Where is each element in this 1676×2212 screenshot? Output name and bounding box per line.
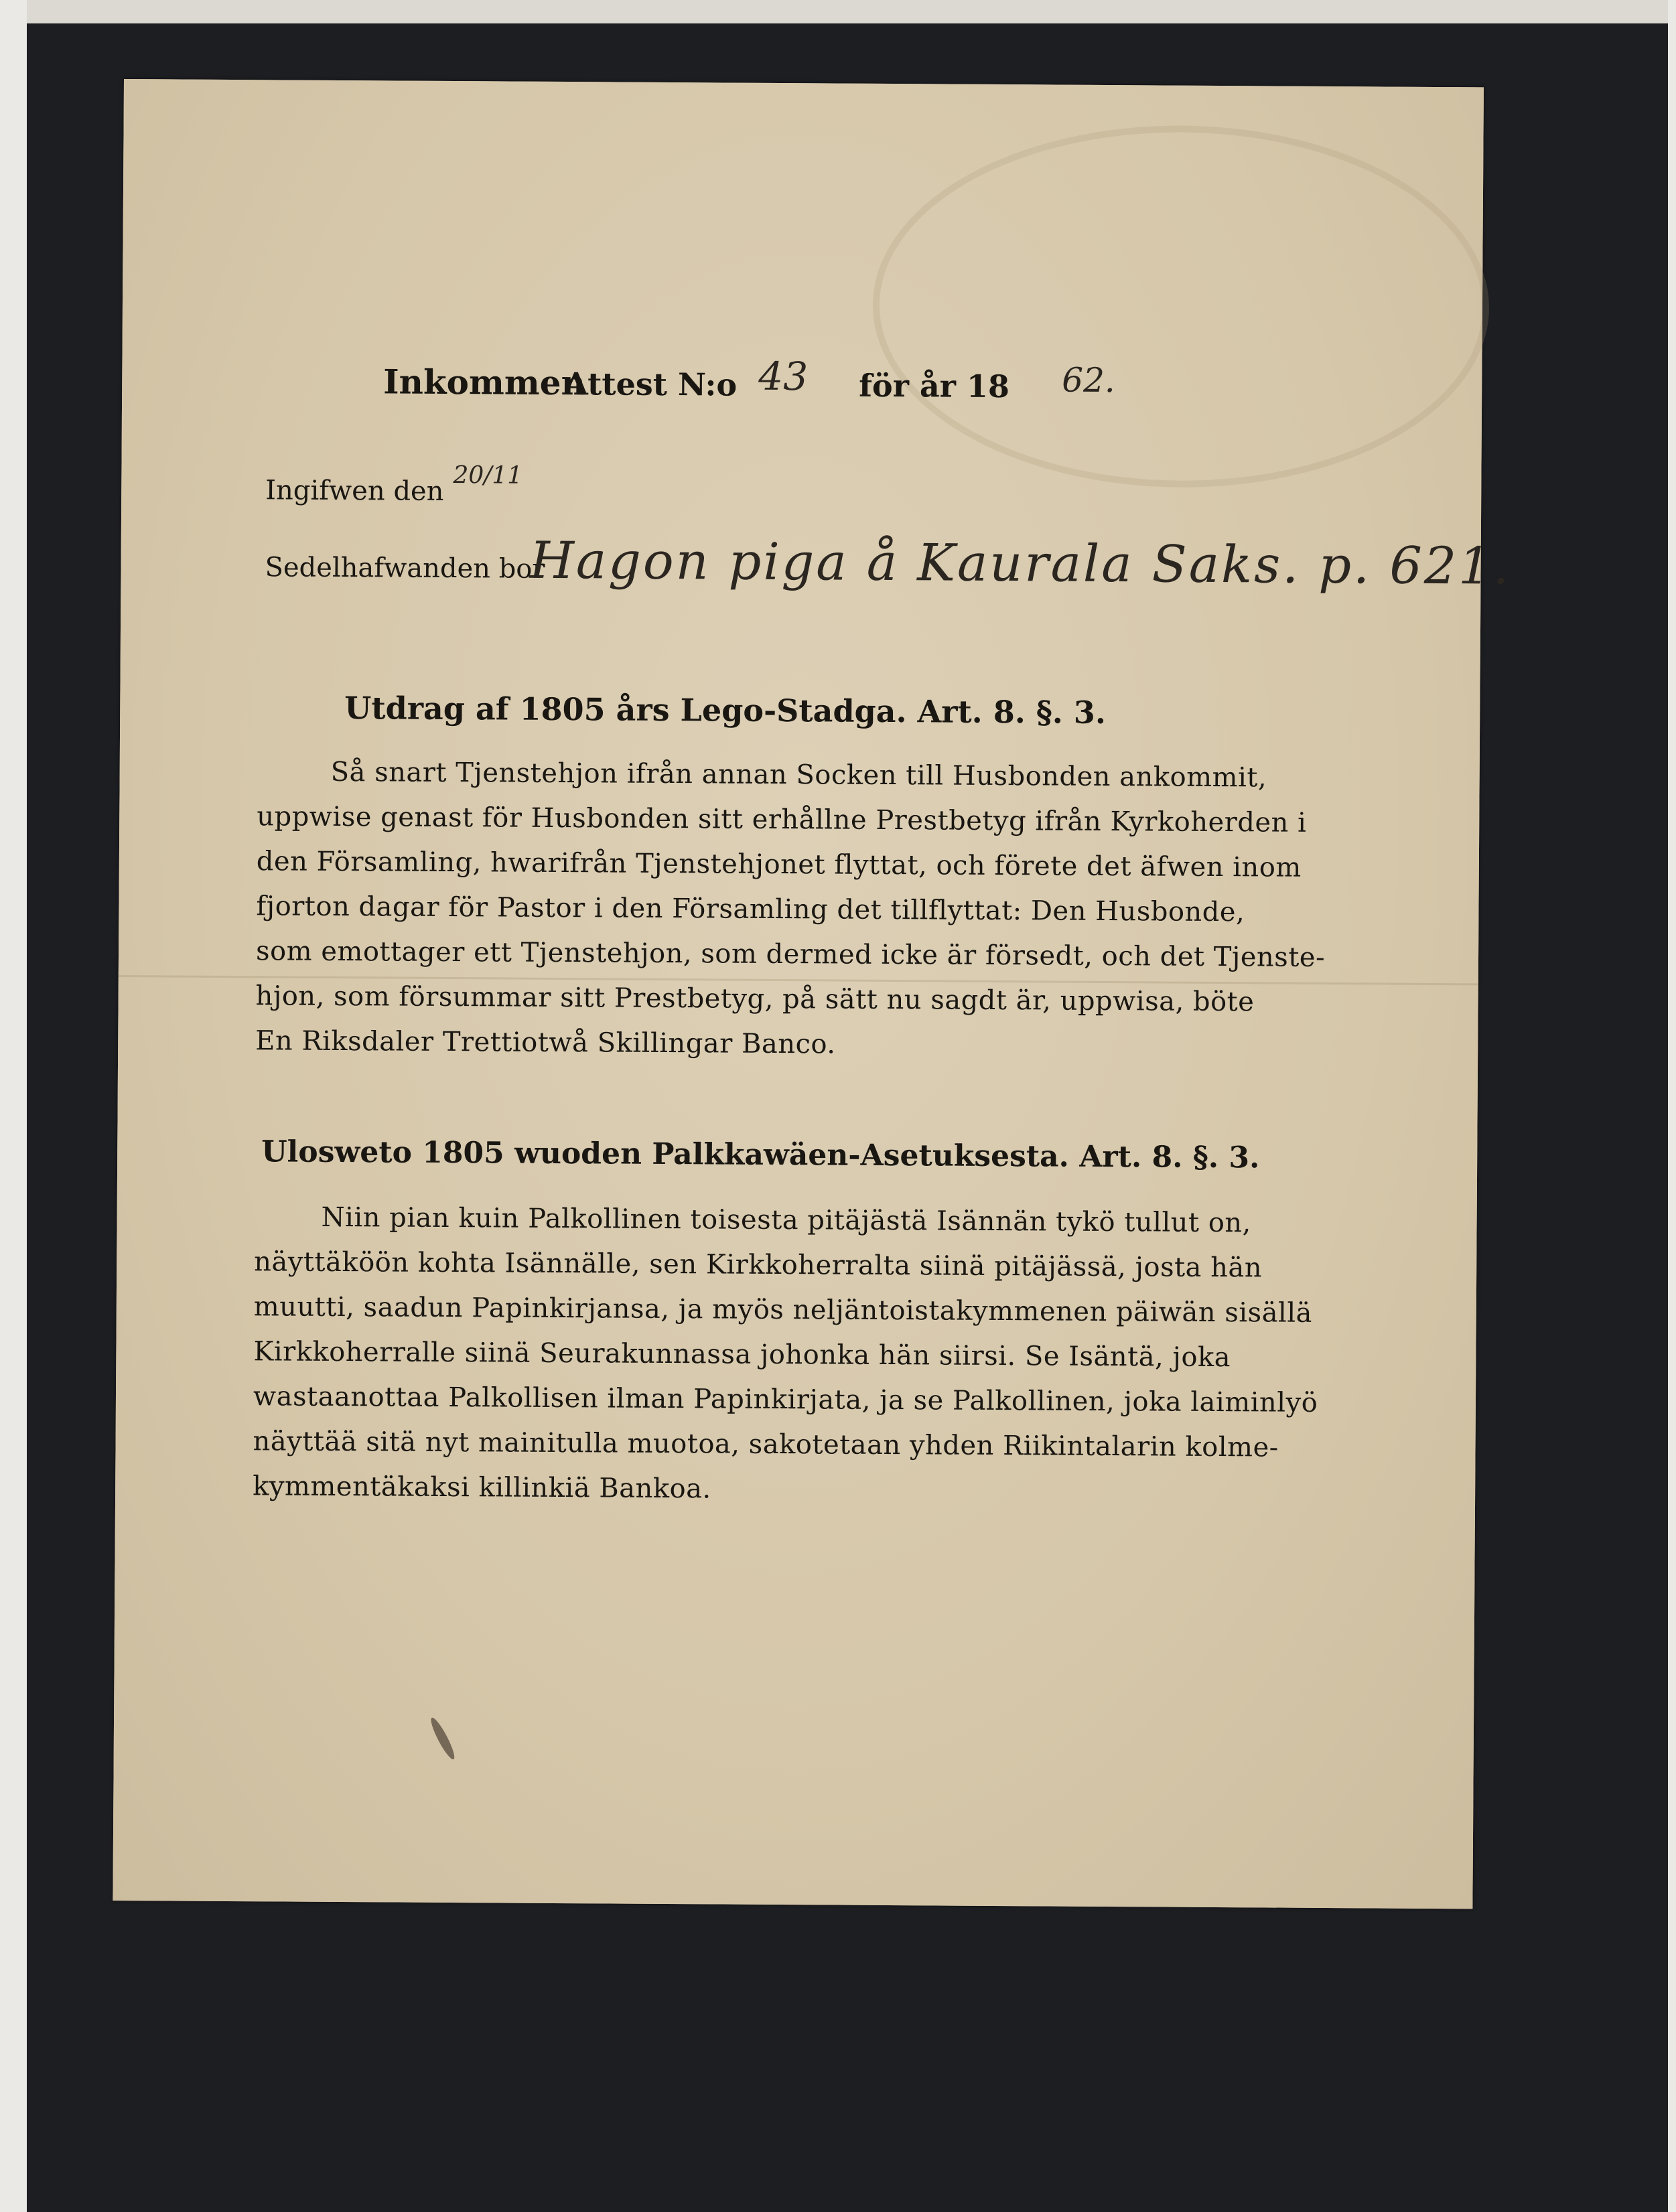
residence-handwritten: Hagon piga å Kaurala Saks. p. 621. (529, 530, 1511, 596)
backdrop-edge-right (1668, 0, 1676, 2212)
ingifwen-date-handwritten: 20/11 (453, 461, 523, 490)
inkommen-label: Inkommen (383, 362, 586, 403)
swedish-line: som emottager ett Tjenstehjon, som dermed icke är försedt, och det Tjenste- (255, 936, 1326, 973)
swedish-line: fjorton dagar för Pastor i den Församling det tillflyttat: Den Husbonde, (256, 891, 1245, 928)
finnish-line: näyttäköön kohta Isännälle, sen Kirkkoherralta siinä pitäjässä, josta hän (254, 1246, 1263, 1284)
faded-stamp-mark (871, 124, 1490, 490)
swedish-heading: Utdrag af 1805 års Lego-Stadga. Art. 8. §. 3. (344, 690, 1107, 731)
attest-number-handwritten: 43 (758, 353, 809, 400)
swedish-line: En Riksdaler Trettiotwå Skillingar Banco. (255, 1025, 836, 1060)
finnish-line: näyttää sitä nyt mainitulla muotoa, sakotetaan yhden Riikintalarin kolme- (253, 1426, 1279, 1463)
finnish-line: Kirkkoherralle siinä Seurakunnassa johonka hän siirsi. Se Isäntä, joka (253, 1336, 1231, 1374)
backdrop-edge-left (0, 0, 27, 2212)
finnish-line: muutti, saadun Papinkirjansa, ja myös neljäntoistakymmenen päiwän sisällä (253, 1291, 1313, 1329)
ingifwen-label: Ingifwen den (265, 475, 444, 507)
swedish-line: uppwise genast för Husbonden sitt erhållne Prestbetyg ifrån Kyrkoherden i (257, 801, 1307, 838)
year-label: för år 18 (859, 367, 1010, 405)
document-sheet (113, 79, 1511, 1909)
finnish-line: Niin pian kuin Palkollinen toisesta pitäjästä Isännän tykö tullut on, (321, 1201, 1251, 1239)
swedish-line: hjon, som försummar sitt Prestbetyg, på sätt nu sagdt är, uppwisa, böte (255, 980, 1255, 1018)
swedish-line: den Församling, hwarifrån Tjenstehjonet flyttat, och förete det äfwen inom (256, 846, 1302, 883)
sedelhafwanden-label: Sedelhafwanden bor (265, 552, 545, 585)
year-handwritten: 62. (1062, 360, 1115, 400)
finnish-heading: Ulosweto 1805 wuoden Palkkawäen-Asetuksesta. Art. 8. §. 3. (261, 1134, 1260, 1175)
ink-smudge (427, 1716, 458, 1762)
swedish-line: Så snart Tjenstehjon ifrån annan Socken till Husbonden ankommit, (330, 756, 1267, 794)
attest-label: Attest N:o (564, 366, 738, 403)
finnish-line: kymmentäkaksi killinkiä Bankoa. (253, 1471, 711, 1505)
finnish-line: wastaanottaa Palkollisen ilman Papinkirjata, ja se Palkollinen, joka laiminlyö (253, 1381, 1318, 1418)
